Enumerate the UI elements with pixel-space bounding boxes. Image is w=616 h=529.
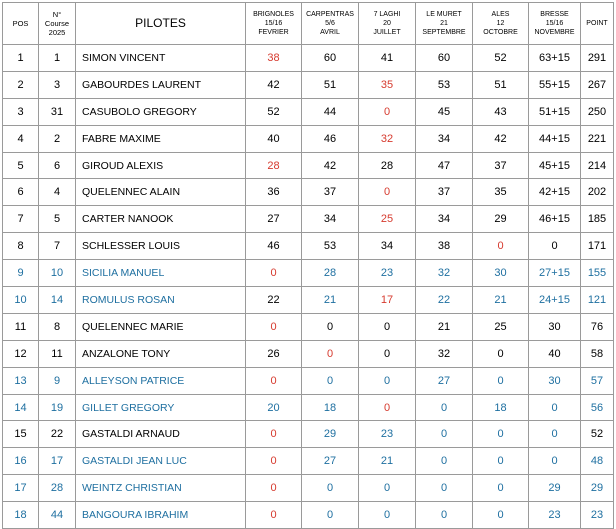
race-result-cell: 23 [359, 421, 416, 448]
race-result-cell: 0 [359, 98, 416, 125]
pilot-name-cell: SIMON VINCENT [76, 45, 246, 72]
race-result-cell: 0 [359, 367, 416, 394]
pos-cell: 8 [3, 233, 39, 260]
race-result-cell: 34 [416, 206, 473, 233]
pilot-name-cell: SCHLESSER LOUIS [76, 233, 246, 260]
race-result-cell: 0 [416, 421, 473, 448]
race-result-cell: 45+15 [529, 152, 581, 179]
race-result-cell: 27 [246, 206, 302, 233]
pilot-name-cell: GASTALDI ARNAUD [76, 421, 246, 448]
race-result-cell: 22 [416, 287, 473, 314]
points-cell: 155 [581, 260, 614, 287]
race-result-cell: 0 [473, 421, 529, 448]
table-row [3, 233, 614, 260]
race-result-cell: 51 [473, 71, 529, 98]
points-cell: 185 [581, 206, 614, 233]
table-row [3, 260, 614, 287]
race-result-cell: 23 [359, 260, 416, 287]
race-result-cell: 0 [359, 340, 416, 367]
race-result-cell: 60 [416, 45, 473, 72]
pilot-name-cell: GASTALDI JEAN LUC [76, 448, 246, 475]
points-cell: 76 [581, 313, 614, 340]
pilot-name-cell: QUELENNEC ALAIN [76, 179, 246, 206]
course-number-cell: 28 [39, 475, 76, 502]
point-header: POINT [581, 3, 614, 45]
pos-cell: 14 [3, 394, 39, 421]
race-result-cell: 32 [416, 260, 473, 287]
table-row [3, 394, 614, 421]
race-result-cell: 25 [359, 206, 416, 233]
table-row [3, 287, 614, 314]
race-result-cell: 43 [473, 98, 529, 125]
pos-header: POS [3, 3, 39, 45]
header-row [3, 3, 614, 45]
course-number-cell: 7 [39, 233, 76, 260]
race-result-cell: 0 [473, 340, 529, 367]
points-cell: 23 [581, 502, 614, 529]
race-result-cell: 0 [473, 502, 529, 529]
race-result-cell: 0 [529, 233, 581, 260]
race-result-cell: 23 [529, 502, 581, 529]
race-result-cell: 46 [302, 125, 359, 152]
course-number-cell: 1 [39, 45, 76, 72]
race-result-cell: 36 [246, 179, 302, 206]
course-number-cell: 8 [39, 313, 76, 340]
points-cell: 291 [581, 45, 614, 72]
pilot-name-cell: CASUBOLO GREGORY [76, 98, 246, 125]
race-result-cell: 45 [416, 98, 473, 125]
race-result-cell: 28 [302, 260, 359, 287]
race-result-cell: 0 [473, 475, 529, 502]
course-number-cell: 9 [39, 367, 76, 394]
race-result-cell: 55+15 [529, 71, 581, 98]
race-result-cell: 0 [246, 475, 302, 502]
race-result-cell: 35 [359, 71, 416, 98]
race-result-cell: 0 [246, 260, 302, 287]
pos-cell: 16 [3, 448, 39, 475]
race-result-cell: 44+15 [529, 125, 581, 152]
points-cell: 52 [581, 421, 614, 448]
pos-cell: 1 [3, 45, 39, 72]
race-result-cell: 37 [302, 179, 359, 206]
table-row [3, 125, 614, 152]
race-header-ales: ALES 12 OCTOBRE [473, 3, 529, 45]
pilot-name-cell: BANGOURA IBRAHIM [76, 502, 246, 529]
pilot-name-cell: GIROUD ALEXIS [76, 152, 246, 179]
course-number-cell: 11 [39, 340, 76, 367]
table-row [3, 448, 614, 475]
race-result-cell: 0 [302, 475, 359, 502]
pos-cell: 5 [3, 152, 39, 179]
race-result-cell: 27 [302, 448, 359, 475]
points-cell: 58 [581, 340, 614, 367]
points-cell: 56 [581, 394, 614, 421]
pos-cell: 2 [3, 71, 39, 98]
table-row [3, 502, 614, 529]
pilot-name-cell: FABRE MAXIME [76, 125, 246, 152]
race-result-cell: 25 [473, 313, 529, 340]
race-result-cell: 40 [529, 340, 581, 367]
race-result-cell: 42+15 [529, 179, 581, 206]
race-result-cell: 0 [416, 475, 473, 502]
table-row [3, 475, 614, 502]
pos-cell: 18 [3, 502, 39, 529]
table-row [3, 340, 614, 367]
pilot-name-cell: GABOURDES LAURENT [76, 71, 246, 98]
race-result-cell: 28 [246, 152, 302, 179]
points-cell: 171 [581, 233, 614, 260]
pilot-name-cell: CARTER NANOOK [76, 206, 246, 233]
table-row [3, 179, 614, 206]
race-result-cell: 34 [302, 206, 359, 233]
race-result-cell: 40 [246, 125, 302, 152]
race-result-cell: 60 [302, 45, 359, 72]
race-result-cell: 47 [416, 152, 473, 179]
race-result-cell: 22 [246, 287, 302, 314]
points-cell: 121 [581, 287, 614, 314]
table-row [3, 206, 614, 233]
course-number-cell: 31 [39, 98, 76, 125]
race-result-cell: 42 [246, 71, 302, 98]
table-row [3, 313, 614, 340]
race-result-cell: 38 [416, 233, 473, 260]
pilot-name-cell: SICILIA MANUEL [76, 260, 246, 287]
race-result-cell: 0 [473, 233, 529, 260]
race-result-cell: 41 [359, 45, 416, 72]
race-result-cell: 0 [302, 313, 359, 340]
race-result-cell: 63+15 [529, 45, 581, 72]
race-result-cell: 0 [359, 313, 416, 340]
race-result-cell: 21 [302, 287, 359, 314]
race-result-cell: 0 [529, 448, 581, 475]
race-result-cell: 38 [246, 45, 302, 72]
pos-cell: 10 [3, 287, 39, 314]
race-result-cell: 20 [246, 394, 302, 421]
pos-cell: 17 [3, 475, 39, 502]
pos-cell: 12 [3, 340, 39, 367]
race-result-cell: 0 [246, 421, 302, 448]
course-number-cell: 4 [39, 179, 76, 206]
points-cell: 48 [581, 448, 614, 475]
race-result-cell: 32 [416, 340, 473, 367]
standings-table [2, 2, 614, 529]
race-header-bresse: BRESSE 15/16 NOVEMBRE [529, 3, 581, 45]
points-cell: 221 [581, 125, 614, 152]
race-result-cell: 30 [529, 313, 581, 340]
race-result-cell: 42 [473, 125, 529, 152]
table-row [3, 45, 614, 72]
table-row [3, 152, 614, 179]
race-result-cell: 0 [359, 179, 416, 206]
pilot-name-cell: WEINTZ CHRISTIAN [76, 475, 246, 502]
race-result-cell: 46+15 [529, 206, 581, 233]
course-number-cell: 19 [39, 394, 76, 421]
race-header-le-muret: LE MURET 21 SEPTEMBRE [416, 3, 473, 45]
points-cell: 214 [581, 152, 614, 179]
race-result-cell: 35 [473, 179, 529, 206]
race-result-cell: 42 [302, 152, 359, 179]
race-header-brignoles: BRIGNOLES 15/16 FEVRIER [246, 3, 302, 45]
race-result-cell: 0 [529, 394, 581, 421]
race-result-cell: 0 [246, 313, 302, 340]
points-cell: 250 [581, 98, 614, 125]
pilot-name-cell: ANZALONE TONY [76, 340, 246, 367]
race-result-cell: 29 [473, 206, 529, 233]
race-result-cell: 0 [302, 340, 359, 367]
race-result-cell: 51+15 [529, 98, 581, 125]
course-number-cell: 2 [39, 125, 76, 152]
table-row [3, 367, 614, 394]
course-number-header: N° Course 2025 [39, 3, 76, 45]
race-result-cell: 52 [246, 98, 302, 125]
race-result-cell: 52 [473, 45, 529, 72]
pos-cell: 4 [3, 125, 39, 152]
race-result-cell: 18 [473, 394, 529, 421]
race-result-cell: 37 [416, 179, 473, 206]
race-result-cell: 0 [359, 475, 416, 502]
course-number-cell: 6 [39, 152, 76, 179]
race-result-cell: 0 [473, 448, 529, 475]
race-result-cell: 27 [416, 367, 473, 394]
pos-cell: 11 [3, 313, 39, 340]
race-result-cell: 26 [246, 340, 302, 367]
race-result-cell: 34 [359, 233, 416, 260]
race-result-cell: 21 [416, 313, 473, 340]
race-result-cell: 46 [246, 233, 302, 260]
pos-cell: 9 [3, 260, 39, 287]
pos-cell: 3 [3, 98, 39, 125]
race-result-cell: 0 [529, 421, 581, 448]
race-header-7-laghi: 7 LAGHI 20 JUILLET [359, 3, 416, 45]
course-number-cell: 44 [39, 502, 76, 529]
pos-cell: 6 [3, 179, 39, 206]
race-result-cell: 51 [302, 71, 359, 98]
race-result-cell: 30 [529, 367, 581, 394]
race-header-carpentras: CARPENTRAS 5/6 AVRIL [302, 3, 359, 45]
race-result-cell: 0 [416, 448, 473, 475]
course-number-cell: 5 [39, 206, 76, 233]
course-number-cell: 3 [39, 71, 76, 98]
points-cell: 202 [581, 179, 614, 206]
race-result-cell: 0 [359, 502, 416, 529]
course-number-cell: 22 [39, 421, 76, 448]
race-result-cell: 0 [473, 367, 529, 394]
race-result-cell: 53 [302, 233, 359, 260]
race-result-cell: 21 [473, 287, 529, 314]
race-result-cell: 0 [416, 502, 473, 529]
race-result-cell: 17 [359, 287, 416, 314]
points-cell: 29 [581, 475, 614, 502]
race-result-cell: 0 [246, 367, 302, 394]
course-number-cell: 17 [39, 448, 76, 475]
race-result-cell: 18 [302, 394, 359, 421]
points-cell: 267 [581, 71, 614, 98]
points-cell: 57 [581, 367, 614, 394]
table-row [3, 98, 614, 125]
race-result-cell: 0 [246, 502, 302, 529]
pilot-name-cell: ROMULUS ROSAN [76, 287, 246, 314]
pos-cell: 13 [3, 367, 39, 394]
race-result-cell: 32 [359, 125, 416, 152]
pos-cell: 15 [3, 421, 39, 448]
pilotes-header: PILOTES [76, 3, 246, 45]
race-result-cell: 30 [473, 260, 529, 287]
pilot-name-cell: ALLEYSON PATRICE [76, 367, 246, 394]
standings-body [3, 45, 614, 529]
race-result-cell: 0 [246, 448, 302, 475]
table-row [3, 421, 614, 448]
pilot-name-cell: QUELENNEC MARIE [76, 313, 246, 340]
race-result-cell: 53 [416, 71, 473, 98]
race-result-cell: 34 [416, 125, 473, 152]
race-result-cell: 29 [529, 475, 581, 502]
course-number-cell: 10 [39, 260, 76, 287]
race-result-cell: 24+15 [529, 287, 581, 314]
pilot-name-cell: GILLET GREGORY [76, 394, 246, 421]
pos-cell: 7 [3, 206, 39, 233]
race-result-cell: 29 [302, 421, 359, 448]
course-number-cell: 14 [39, 287, 76, 314]
race-result-cell: 37 [473, 152, 529, 179]
race-result-cell: 0 [302, 367, 359, 394]
race-result-cell: 27+15 [529, 260, 581, 287]
race-result-cell: 0 [359, 394, 416, 421]
race-result-cell: 0 [416, 394, 473, 421]
race-result-cell: 0 [302, 502, 359, 529]
table-row [3, 71, 614, 98]
race-result-cell: 44 [302, 98, 359, 125]
race-result-cell: 28 [359, 152, 416, 179]
race-result-cell: 21 [359, 448, 416, 475]
